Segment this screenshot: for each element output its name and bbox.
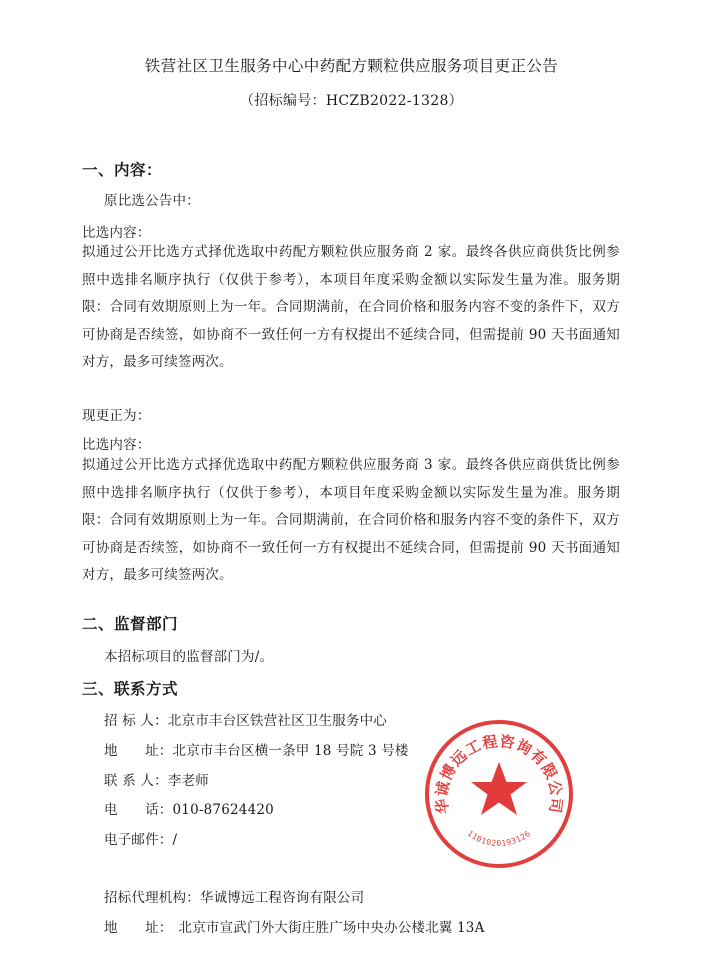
original-content-text: 拟通过公开比选方式择优选取中药配方颗粒供应服务商 2 家。最终各供应商供货比例参照中选排名顺序执行（仅供于参考），本项目年度采购金额以实际发生量为准。服务期限：合同有效期原则上为一年。合同期满前，在合同价格和服务内容不变的条件下，双方可协商是否续签，如协商不一致任何一方有权提出不延续合同，但需提前 90 天书面通知对方，最多可续签两次。 <box>82 244 620 371</box>
contact-person-row <box>104 769 209 789</box>
tenderer-label: 招 标 人： <box>104 713 168 729</box>
phone-label: 电 话： <box>104 802 173 818</box>
email-label: 电子邮件： <box>104 832 173 848</box>
agency-value: 华诚博远工程咨询有限公司 <box>199 890 365 906</box>
document-title: 铁营社区卫生服务中心中药配方颗粒供应服务项目更正公告 <box>144 57 559 75</box>
original-intro: 原比选公告中： <box>104 193 200 209</box>
bid-number: （招标编号：HCZB2022-1328） <box>240 93 463 109</box>
seal-star-icon <box>471 762 527 815</box>
address-row <box>104 739 409 759</box>
email-value: / <box>172 832 178 848</box>
tenderer-row <box>104 709 387 729</box>
changed-content-text: 拟通过公开比选方式择优选取中药配方颗粒供应服务商 3 家。最终各供应商供货比例参照中选排名顺序执行（仅供于参考），本项目年度采购金额以实际发生量为准。服务期限：合同有效期原则上为一年。合同期满前，在合同价格和服务内容不变的条件下，双方可协商是否续签，如协商不一致任何一方有权提出不延续合同，但需提前 90 天书面通知对方，最多可续签两次。 <box>82 457 620 584</box>
changed-label: 比选内容： <box>82 437 151 453</box>
phone-row <box>104 798 274 818</box>
seal-code-text: 1101020193126 <box>465 828 533 848</box>
agency-label: 招标代理机构： <box>104 890 200 906</box>
changed-intro: 现更正为： <box>82 408 151 424</box>
agency-address-label: 地 址： <box>104 920 173 936</box>
svg-text:1101020193126 <box>466 829 533 848</box>
company-seal-stamp <box>423 718 575 870</box>
agency-address-row <box>104 916 485 936</box>
seal-company-text: 华诚博远工程咨询有限公司 <box>432 732 566 815</box>
section-heading-content: 一、内容： <box>82 161 163 179</box>
contact-person-label: 联 系 人： <box>104 773 168 789</box>
original-label: 比选内容： <box>82 225 151 241</box>
address-value: 北京市丰台区横一条甲 18 号院 3 号楼 <box>172 743 409 759</box>
tenderer-value: 北京市丰台区铁营社区卫生服务中心 <box>167 713 387 729</box>
contact-person-value: 李老师 <box>167 773 209 789</box>
section-heading-supervision: 二、监督部门 <box>82 615 179 633</box>
section-heading-contact: 三、联系方式 <box>82 680 179 698</box>
agency-address-value: 北京市宣武门外大街庄胜广场中央办公楼北翼 13A <box>178 920 485 936</box>
address-label: 地 址： <box>104 743 173 759</box>
email-row <box>104 828 177 848</box>
phone-value: 010-87624420 <box>172 802 274 818</box>
agency-row <box>104 886 364 906</box>
supervision-text: 本招标项目的监督部门为/。 <box>104 649 274 665</box>
